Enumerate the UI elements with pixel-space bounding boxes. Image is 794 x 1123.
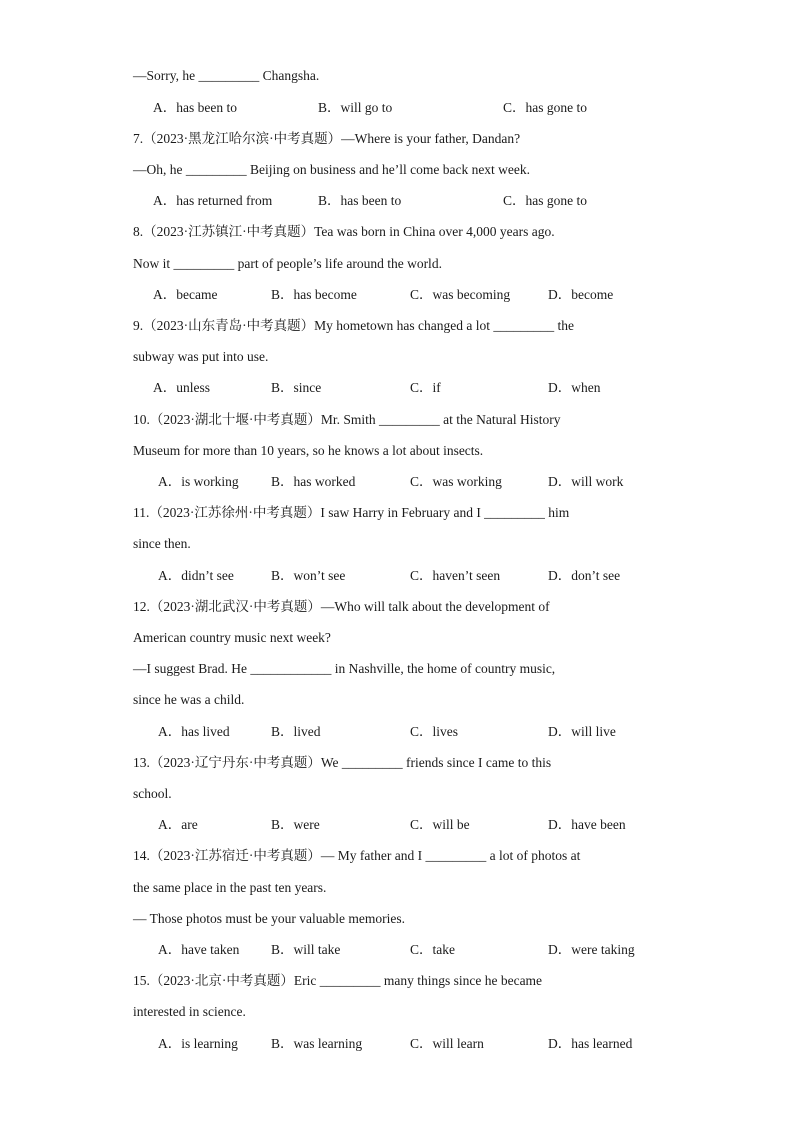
option-b[interactable]: B．were [271,817,320,832]
option-c[interactable]: C．has gone to [503,100,587,115]
option-c[interactable]: C．will be [410,817,470,832]
question-12-stem-line-4: since he was a child. [133,692,245,707]
option-b[interactable]: B．was learning [271,1036,363,1051]
question-7-stem-line-2: —Oh, he _________ Beijing on business and he’ll come back next week. [133,162,531,177]
question-14-stem-line-3: — Those photos must be your valuable memories. [133,911,405,926]
option-d[interactable]: D．become [548,287,614,302]
option-a[interactable]: A．are [158,817,198,832]
option-a[interactable]: A．is working [158,474,239,489]
option-a[interactable]: A．became [153,287,218,302]
option-c[interactable]: C．was working [410,474,502,489]
question-12-stem-line-1: 12.（2023·湖北武汉·中考真题）—Who will talk about the development of [133,599,550,614]
option-b[interactable]: B．since [271,380,322,395]
option-c[interactable]: C．will learn [410,1036,484,1051]
option-d[interactable]: D．don’t see [548,568,621,583]
option-b[interactable]: B．has worked [271,474,356,489]
option-d[interactable]: D．will live [548,724,616,739]
option-d[interactable]: D．will work [548,474,624,489]
option-a[interactable]: A．didn’t see [158,568,234,583]
option-d[interactable]: D．when [548,380,601,395]
option-a[interactable]: A．has lived [158,724,230,739]
option-d[interactable]: D．have been [548,817,626,832]
option-a[interactable]: A．has returned from [153,193,273,208]
option-b[interactable]: B．will take [271,942,341,957]
question-13-stem-line-2: school. [133,786,172,801]
question-10-stem-line-1: 10.（2023·湖北十堰·中考真题）Mr. Smith _________ at the Natural History [133,412,561,427]
question-12-stem-line-3: —I suggest Brad. He ____________ in Nashville, the home of country music, [133,661,556,676]
question-12-stem-line-2: American country music next week? [133,630,331,645]
question-14-stem-line-1: 14.（2023·江苏宿迁·中考真题）— My father and I _________ a lot of photos at [133,848,581,863]
option-c[interactable]: C．haven’t seen [410,568,501,583]
option-b[interactable]: B．has been to [318,193,402,208]
option-c[interactable]: C．take [410,942,455,957]
question-8-stem-line-1: 8.（2023·江苏镇江·中考真题）Tea was born in China over 4,000 years ago. [133,224,555,239]
option-b[interactable]: B．will go to [318,100,393,115]
question-13-stem-line-1: 13.（2023·辽宁丹东·中考真题）We _________ friends since I came to this [133,755,552,770]
question-10-stem-line-2: Museum for more than 10 years, so he knows a lot about insects. [133,443,484,458]
option-b[interactable]: B．has become [271,287,357,302]
option-a[interactable]: A．have taken [158,942,240,957]
question-11-stem-line-2: since then. [133,536,191,551]
question-11-stem-line-1: 11.（2023·江苏徐州·中考真题）I saw Harry in February and I _________ him [133,505,570,520]
question-7-stem-line-1: 7.（2023·黑龙江哈尔滨·中考真题）—Where is your father, Dandan? [133,131,521,146]
question-14-stem-line-2: the same place in the past ten years. [133,880,327,895]
option-c[interactable]: C．lives [410,724,459,739]
option-c[interactable]: C．was becoming [410,287,511,302]
option-a[interactable]: A．is learning [158,1036,238,1051]
option-d[interactable]: D．were taking [548,942,635,957]
question-8-stem-line-2: Now it _________ part of people’s life around the world. [133,256,442,271]
question-6-stem-line: —Sorry, he _________ Changsha. [133,68,320,83]
question-9-stem-line-1: 9.（2023·山东青岛·中考真题）My hometown has changed a lot _________ the [133,318,574,333]
option-a[interactable]: A．has been to [153,100,237,115]
question-15-stem-line-2: interested in science. [133,1004,246,1019]
option-c[interactable]: C．if [410,380,441,395]
question-15-stem-line-1: 15.（2023·北京·中考真题）Eric _________ many things since he became [133,973,543,988]
option-d[interactable]: D．has learned [548,1036,633,1051]
option-b[interactable]: B．lived [271,724,321,739]
option-a[interactable]: A．unless [153,380,210,395]
option-b[interactable]: B．won’t see [271,568,346,583]
question-9-stem-line-2: subway was put into use. [133,349,269,364]
option-c[interactable]: C．has gone to [503,193,587,208]
